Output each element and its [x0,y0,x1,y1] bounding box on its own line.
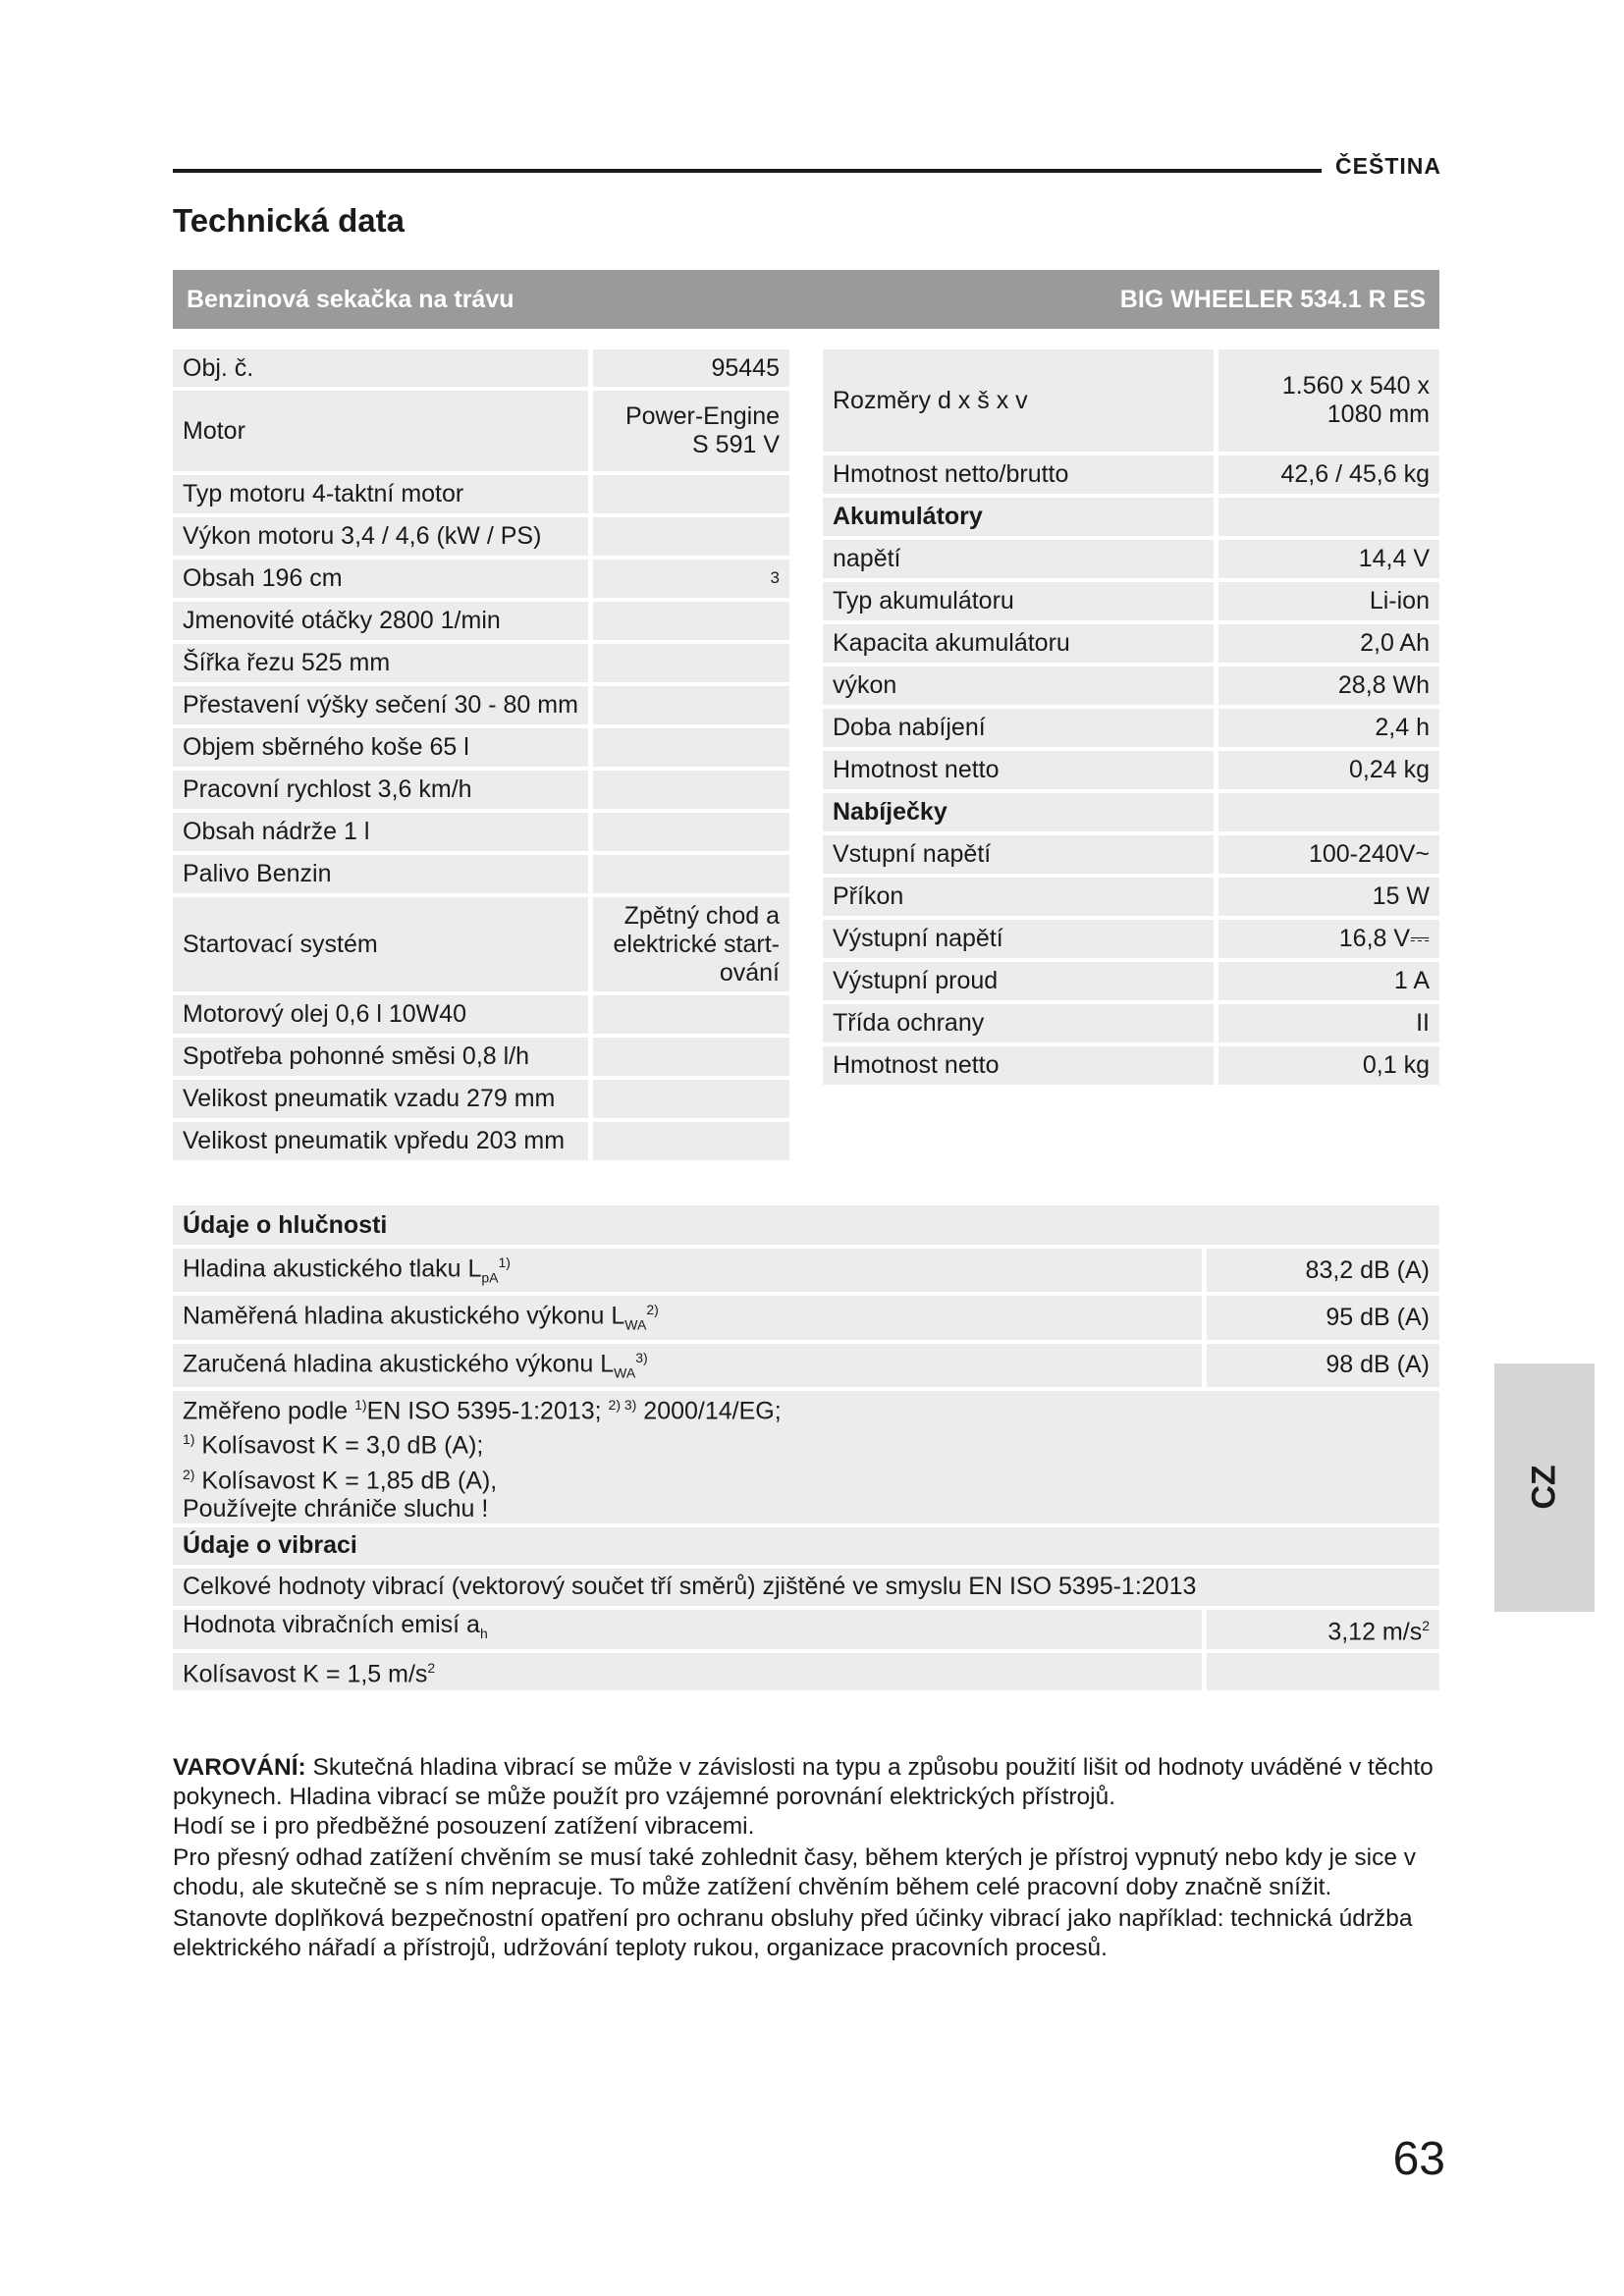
spec-label: Spotřeba pohonné směsi 0,8 l/h [173,1038,588,1080]
spec-label: Vstupní napětí [823,835,1214,878]
spec-value [588,686,789,728]
noise-value: 83,2 dB (A) [1202,1249,1439,1296]
spec-label: Doba nabíjení [823,709,1214,751]
table-row [173,728,789,771]
spec-label: Třída ochrany [823,1004,1214,1046]
table-row [173,1296,1439,1343]
note-tolerance-2: $^{2)}$ Kolísavost K = 1,85 dB (A), [183,1466,498,1494]
spec-value [588,644,789,686]
spec-value: II [1214,1004,1439,1046]
table-row [823,540,1439,582]
spec-label: Příkon [823,878,1214,920]
product-model: BIG WHEELER 534.1 R ES [1119,285,1426,313]
spec-value [588,771,789,813]
table-row [173,1569,1439,1610]
spec-value: Li-ion [1214,582,1439,624]
table-row [173,1610,1439,1653]
spec-label: Velikost pneumatik vpředu 203 mm [173,1122,588,1164]
table-row [173,349,789,391]
table-row [173,1205,1439,1249]
right-spec-table [823,349,1439,1089]
noise-value: 98 dB (A) [1202,1344,1439,1391]
spec-value [588,475,789,517]
spec-label: Přestavení výšky sečení 30 - 80 mm [173,686,588,728]
noise-notes [173,1391,1439,1527]
note-measured: Změřeno podle $^{1)}$EN ISO 5395-1:2013; $^{2) 3)}$ 2000/14/EG; [183,1396,782,1425]
table-row [823,1004,1439,1046]
warning-lead: VAROVÁNÍ: [173,1754,306,1781]
table-row [173,1653,1439,1694]
spec-label: Hmotnost netto [823,751,1214,793]
spec-label: Hmotnost netto/brutto [823,455,1214,498]
table-row [173,602,789,644]
spec-value: 0,1 kg [1214,1046,1439,1089]
table-row [823,624,1439,667]
spec-label: Pracovní rychlost 3,6 km/h [173,771,588,813]
spec-label: Šířka řezu 525 mm [173,644,588,686]
table-row [823,878,1439,920]
table-row [823,667,1439,709]
language-label: ČEŠTINA [1335,153,1441,179]
language-side-tab [1494,1363,1595,1612]
spec-label: Palivo Benzin [173,855,588,897]
table-row [173,1527,1439,1569]
noise-value: 95 dB (A) [1202,1296,1439,1343]
warning-paragraph: VAROVÁNÍ: Skutečná hladina vibrací se může v závislosti na typu a způsobu použití lišit od hodnoty uváděné v těchto pokynech. Hladina vibrací se může použít pro vzájemné porovnání elektrických přístrojů. Hodí se i pro předběžné posouzení zatížení vibracemi. [173,1754,1434,1840]
vibration-heading: Údaje o vibraci [173,1527,1439,1569]
vibration-total: Celkové hodnoty vibrací (vektorový součet tří směrů) zjištěné ve smyslu EN ISO 5395-1:2013 [173,1569,1439,1610]
spec-label: Jmenovité otáčky 2800 1/min [173,602,588,644]
spec-label: Rozměry d x š x v [823,349,1214,455]
spec-label: Výstupní napětí [823,920,1214,962]
table-row [173,1249,1439,1296]
table-row [173,1344,1439,1391]
spec-value: 100-240V~ [1214,835,1439,878]
spec-value [588,517,789,560]
table-row [173,855,789,897]
side-tab-label: CZ [1525,1465,1563,1510]
note-hearing: Používejte chrániče sluchu ! [183,1494,489,1522]
noise-vibration-table [173,1205,1439,1694]
spec-value: 15 W [1214,878,1439,920]
table-row [173,475,789,517]
table-row [823,349,1439,455]
warning-block [173,1753,1449,1965]
page-title: Technická data [173,202,405,239]
table-row [173,517,789,560]
spec-value [588,995,789,1038]
table-row [173,1080,789,1122]
page-number: 63 [1392,2133,1445,2185]
spec-label: Typ akumulátoru [823,582,1214,624]
spec-label: Velikost pneumatik vzadu 279 mm [173,1080,588,1122]
spec-value [588,602,789,644]
table-row [173,995,789,1038]
section-heading-accumulators: Akumulátory [823,498,1214,540]
table-row [823,455,1439,498]
spec-label: výkon [823,667,1214,709]
table-row [173,771,789,813]
vibration-tolerance-value [1202,1653,1439,1694]
table-row [173,1122,789,1164]
spec-value: 1.560 x 540 x 1080 mm [1214,349,1439,455]
spec-value: Zpětný chod a elektrické start-ování [588,897,789,995]
vibration-tolerance-label: Kolísavost K = 1,5 $m/s^2$ [173,1653,1202,1694]
warning-paragraph: Stanovte doplňková bezpečnostní opatření pro ochranu obsluhy před účinky vibrací jako například: technická údržba elektrického nářadí a přístrojů, udržování teploty rukou, organizace pracovních procesů. [173,1905,1413,1961]
spec-value: 95445 [588,349,789,391]
spec-value: 1 A [1214,962,1439,1004]
spec-value: 16,8 V⎓ [1214,920,1439,962]
noise-label: Hladina akustického tlaku $L_{pA}^{1)}$ [173,1249,1202,1296]
table-row [823,835,1439,878]
header-rule [173,169,1322,173]
table-row [823,751,1439,793]
note-tolerance-1: $^{1)}$ Kolísavost K = 3,0 dB (A); [183,1431,484,1460]
noise-heading: Údaje o hlučnosti [173,1205,1439,1249]
spec-value [588,728,789,771]
section-heading-chargers: Nabíječky [823,793,1214,835]
spec-label: Výkon motoru 3,4 / 4,6 (kW / PS) [173,517,588,560]
spec-value: 28,8 Wh [1214,667,1439,709]
vibration-emission-value: 3,12 $m/s^2$ [1202,1610,1439,1653]
noise-label: Naměřená hladina akustického výkonu $L_{WA}^{2)}$ [173,1296,1202,1343]
spec-value [588,1038,789,1080]
table-row [823,962,1439,1004]
table-row [823,1046,1439,1089]
spec-label: Startovací systém [173,897,588,995]
product-banner [173,270,1439,329]
spec-value [1214,498,1439,540]
spec-label: Obj. č. [173,349,588,391]
spec-value: 0,24 kg [1214,751,1439,793]
table-row [173,391,789,475]
spec-label: Motor [173,391,588,475]
left-spec-table [173,349,789,1164]
vibration-emission-label: Hodnota vibračních emisí $a_h$ [173,1610,1202,1653]
table-row [173,1391,1439,1527]
warning-paragraph: Pro přesný odhad zatížení chvěním se musí také zohlednit časy, během kterých je přístroj vypnutý nebo kdy je sice v chodu, ale skutečně se s ním nepracuje. To může zatížení chvěním během celé pracovní doby značně snížit. [173,1844,1416,1900]
table-row [173,686,789,728]
table-row [173,560,789,602]
spec-value [588,1122,789,1164]
spec-value [1214,793,1439,835]
spec-value [588,855,789,897]
spec-value: 2,0 Ah [1214,624,1439,667]
table-row [173,644,789,686]
spec-value: 14,4 V [1214,540,1439,582]
spec-value: 42,6 / 45,6 kg [1214,455,1439,498]
spec-value [588,813,789,855]
spec-value: Power-Engine S 591 V [588,391,789,475]
spec-value: 3 [588,560,789,602]
spec-label: Výstupní proud [823,962,1214,1004]
spec-label: Obsah 196 cm [173,560,588,602]
table-row [173,813,789,855]
table-row [823,709,1439,751]
table-row [173,897,789,995]
spec-label: Kapacita akumulátoru [823,624,1214,667]
spec-value [588,1080,789,1122]
spec-label: Objem sběrného koše 65 l [173,728,588,771]
table-row [823,498,1439,540]
table-row [173,1038,789,1080]
table-row [823,582,1439,624]
table-row [823,793,1439,835]
spec-label: Motorový olej 0,6 l 10W40 [173,995,588,1038]
spec-value: 2,4 h [1214,709,1439,751]
noise-label: Zaručená hladina akustického výkonu $L_{WA}^{3)}$ [173,1344,1202,1391]
spec-label: Hmotnost netto [823,1046,1214,1089]
spec-label: Typ motoru 4-taktní motor [173,475,588,517]
product-type: Benzinová sekačka na trávu [187,285,514,313]
table-row [823,920,1439,962]
spec-label: Obsah nádrže 1 l [173,813,588,855]
spec-label: napětí [823,540,1214,582]
